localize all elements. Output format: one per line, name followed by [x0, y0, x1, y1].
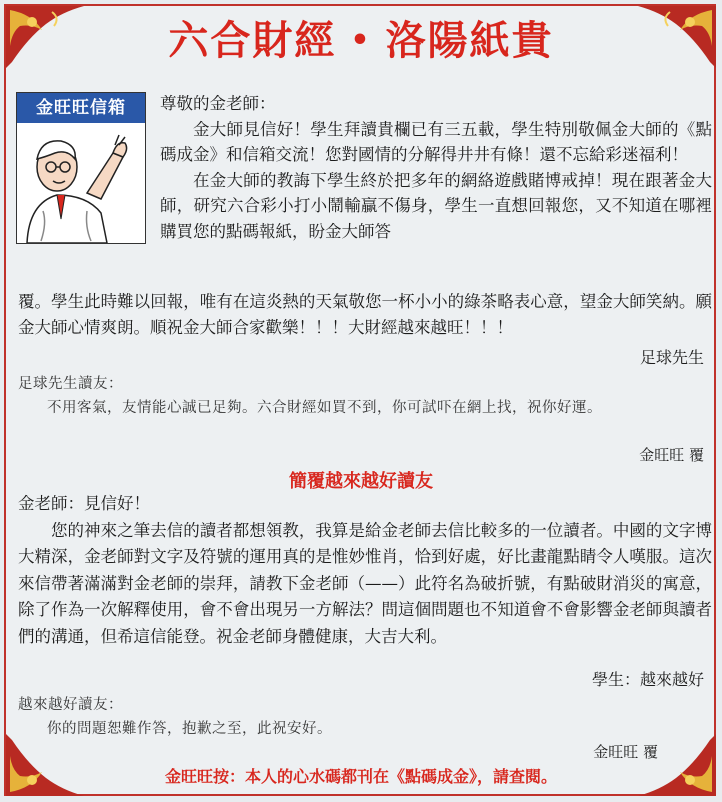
letter-one-paragraph-3: 覆。學生此時難以回報，唯有在這炎熱的天氣敬您一杯小小的綠茶略表心意，望金大師笑納。願金大師心情爽朗。順祝金大師合家歡樂！！！大財經越來越旺！！！ [18, 292, 712, 337]
letter-one-paragraph-2: 在金大師的教誨下學生終於把多年的網絡遊戲賭博戒掉！現在跟著金大師，研究六合彩小打小鬧輸贏不傷身，學生一直想回報您，又不知道在哪裡購買您的點碼報紙，盼金大師答 [160, 170, 712, 241]
teacher-illustration-icon [17, 123, 145, 243]
reply-one-signature: 金旺旺 覆 [639, 446, 704, 464]
reply-two-salutation: 越來越好讀友： [18, 697, 123, 713]
letter-one-paragraph-1: 金大師見信好！學生拜讀貴欄已有三五載，學生特別敬佩金大師的《點碼成金》和信箱交流！您對國情的分解得井井有條！還不忘給彩迷福利！ [160, 119, 712, 164]
reply-one-salutation: 足球先生讀友： [18, 376, 123, 392]
reply-two-signature: 金旺旺 覆 [593, 743, 658, 761]
letter-two-body: 您的神來之筆去信的讀者都想領教，我算是給金老師去信比較多的一位讀者。中國的文字博大精深，金老師對文字及符號的運用真的是惟妙惟肖，恰到好處，好比畫龍點睛令人嘆服。這次來信帶著滿滿對金老師的崇拜，請教下金老師（——）此符名為破折號，有點破財消災的寓意，除了作為一次解釋使用，會不會出現另一方解法？問這個問題也不知道會不會影響金老師與讀者們的溝通，但希這信能登。祝金老師身體健康，大吉大利。 [18, 520, 712, 646]
letter-one-salutation: 尊敬的金老師： [160, 94, 276, 113]
editor-footnote: 金旺旺按：本人的心水碼都刊在《點碼成金》，請查閱。 [164, 767, 557, 786]
reply-one-body: 不用客氣，友情能心誠已足夠。六合財經如買不到，你可試吓在網上找，祝你好運。 [47, 400, 602, 416]
letter-two [18, 491, 712, 650]
mailbox-title: 金旺旺信箱 [17, 93, 145, 123]
letter-one-signature: 足球先生 [639, 348, 704, 367]
headline-left: 六合財經 [168, 17, 337, 64]
page-headline [0, 6, 722, 76]
section-subhead: 簡覆越來越好讀友 [289, 471, 433, 492]
letter-one-continued [18, 289, 712, 340]
headline-right: 洛陽紙貴 [385, 17, 554, 64]
reply-two [18, 693, 712, 741]
reply-one [18, 372, 712, 420]
mailbox-card [16, 92, 146, 244]
letter-two-signature: 學生：越來越好 [591, 670, 704, 689]
letter-one [160, 91, 712, 244]
headline-dot: • [350, 23, 372, 58]
reply-two-body: 你的問題恕難作答，抱歉之至，此祝安好。 [47, 721, 332, 737]
letter-two-salutation: 金老師：見信好！ [18, 494, 150, 513]
